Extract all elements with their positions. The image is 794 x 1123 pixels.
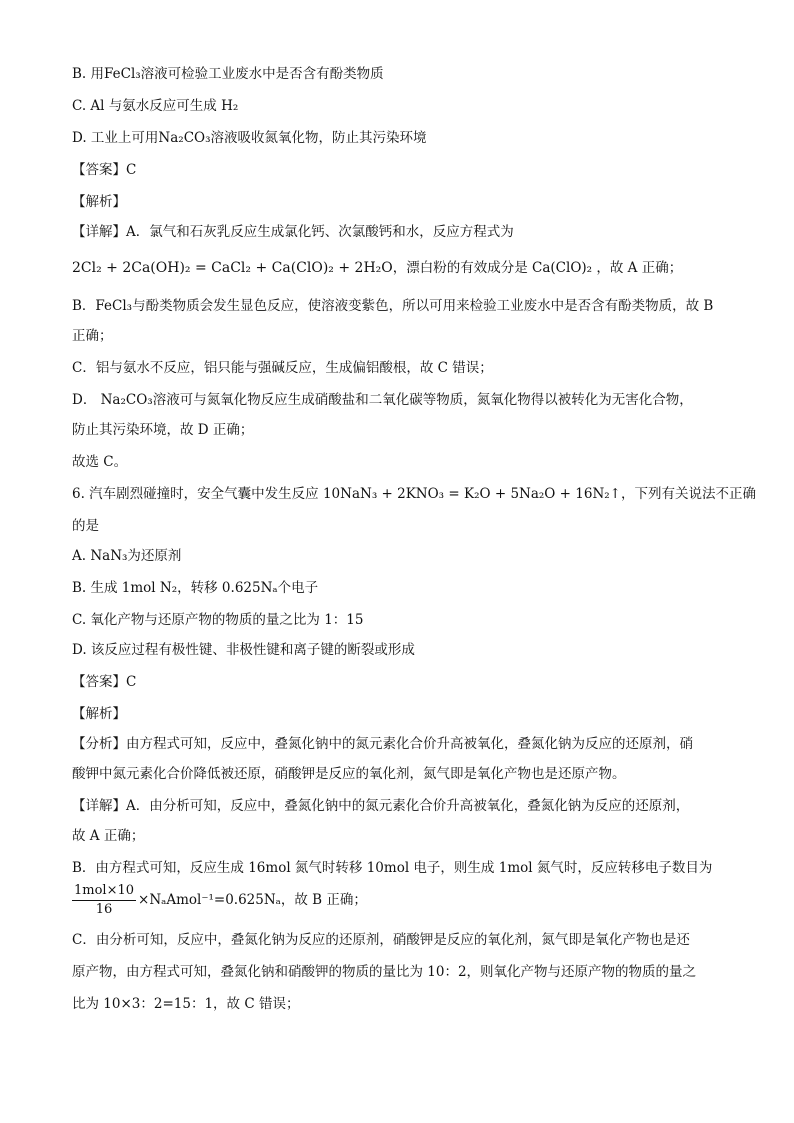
- fraction: [72, 882, 136, 919]
- option-d: D. 工业上可用Na₂CO₃溶液吸收氮氧化物，防止其污染环境: [72, 130, 427, 146]
- question-6-cont: 的是: [72, 518, 99, 534]
- detail-a: 【详解】A．氯气和石灰乳反应生成氯化钙、次氯酸钙和水，反应方程式为: [72, 224, 514, 240]
- q6-analysis-label: 【解析】: [72, 706, 126, 722]
- detail-d: D． Na₂CO₃溶液可与氮氧化物反应生成硝酸盐和二氧化碳等物质，氮氧化物得以被转化为无害化合物，: [72, 392, 693, 408]
- chemical-equation: 2Cl₂ + 2Ca(OH)₂ = CaCl₂ + Ca(ClO)₂ + 2H₂O: [72, 260, 393, 276]
- q6-detail-c-cont2: 比为 10×3：2=15：1，故 C 错误；: [72, 996, 300, 1012]
- detail-d-cont: 防止其污染环境，故 D 正确；: [72, 422, 254, 438]
- answer-label: 【答案】C: [72, 162, 137, 178]
- choose-c: 故选 C。: [72, 454, 128, 470]
- detail-b: B．FeCl₃与酚类物质会发生显色反应，使溶液变紫色，所以可用来检验工业废水中是否含有酚类物质，故 B: [72, 298, 714, 314]
- q6-detail-a-cont: 故 A 正确；: [72, 828, 145, 844]
- fraction-line: [72, 882, 732, 919]
- detail-b-cont: 正确；: [72, 328, 113, 344]
- option-b: B. 用FeCl₃溶液可检验工业废水中是否含有酚类物质: [72, 66, 384, 82]
- fraction-numerator: 1mol×10: [72, 882, 136, 901]
- option-c: C. Al 与氨水反应可生成 H₂: [72, 98, 239, 114]
- q6-detail-b: B．由方程式可知，反应生成 16mol 氮气时转移 10mol 电子，则生成 1mol 氮气时，反应转移电子数目为: [72, 860, 713, 876]
- q6-option-a: A. NaN₃为还原剂: [72, 548, 182, 564]
- fraction-tail: ×NₐAmol⁻¹=0.625Nₐ，故 B 正确；: [138, 892, 367, 908]
- equation-tail: ，漂白粉的有效成分是 Ca(ClO)₂ ，故 A 正确；: [392, 260, 683, 276]
- q6-detail-c-cont1: 原产物，由方程式可知，叠氮化钠和硝酸钾的物质的量比为 10：2，则氧化产物与还原产物的物质的量之: [72, 964, 697, 980]
- fraction-denominator: 16: [95, 902, 113, 917]
- equation-line: [72, 258, 732, 278]
- q6-option-d: D. 该反应过程有极性键、非极性键和离子键的断裂或形成: [72, 642, 415, 658]
- q6-analysis: 【分析】由方程式可知，反应中，叠氮化钠中的氮元素化合价升高被氧化，叠氮化钠为反应的还原剂，硝: [72, 736, 693, 752]
- question-6: 6. 汽车剧烈碰撞时，安全气囊中发生反应 10NaN₃ + 2KNO₃ = K₂O + 5Na₂O + 16N₂↑，下列有关说法不正确: [72, 486, 756, 502]
- q6-answer-label: 【答案】C: [72, 674, 137, 690]
- q6-option-b: B. 生成 1mol N₂，转移 0.625Nₐ个电子: [72, 580, 319, 596]
- q6-detail-c: C．由分析可知，反应中，叠氮化钠为反应的还原剂，硝酸钾是反应的氧化剂，氮气即是氧化产物也是还: [72, 932, 690, 948]
- detail-c: C．铝与氨水不反应，铝只能与强碱反应，生成偏铝酸根，故 C 错误；: [72, 360, 493, 376]
- analysis-label: 【解析】: [72, 194, 126, 210]
- q6-detail-a: 【详解】A．由分析可知，反应中，叠氮化钠中的氮元素化合价升高被氧化，叠氮化钠为反应的还原剂，: [72, 798, 690, 814]
- q6-option-c: C. 氧化产物与还原产物的物质的量之比为 1：15: [72, 612, 364, 628]
- q6-analysis-cont: 酸钾中氮元素化合价降低被还原，硝酸钾是反应的氧化剂，氮气即是氧化产物也是还原产物。: [72, 766, 626, 782]
